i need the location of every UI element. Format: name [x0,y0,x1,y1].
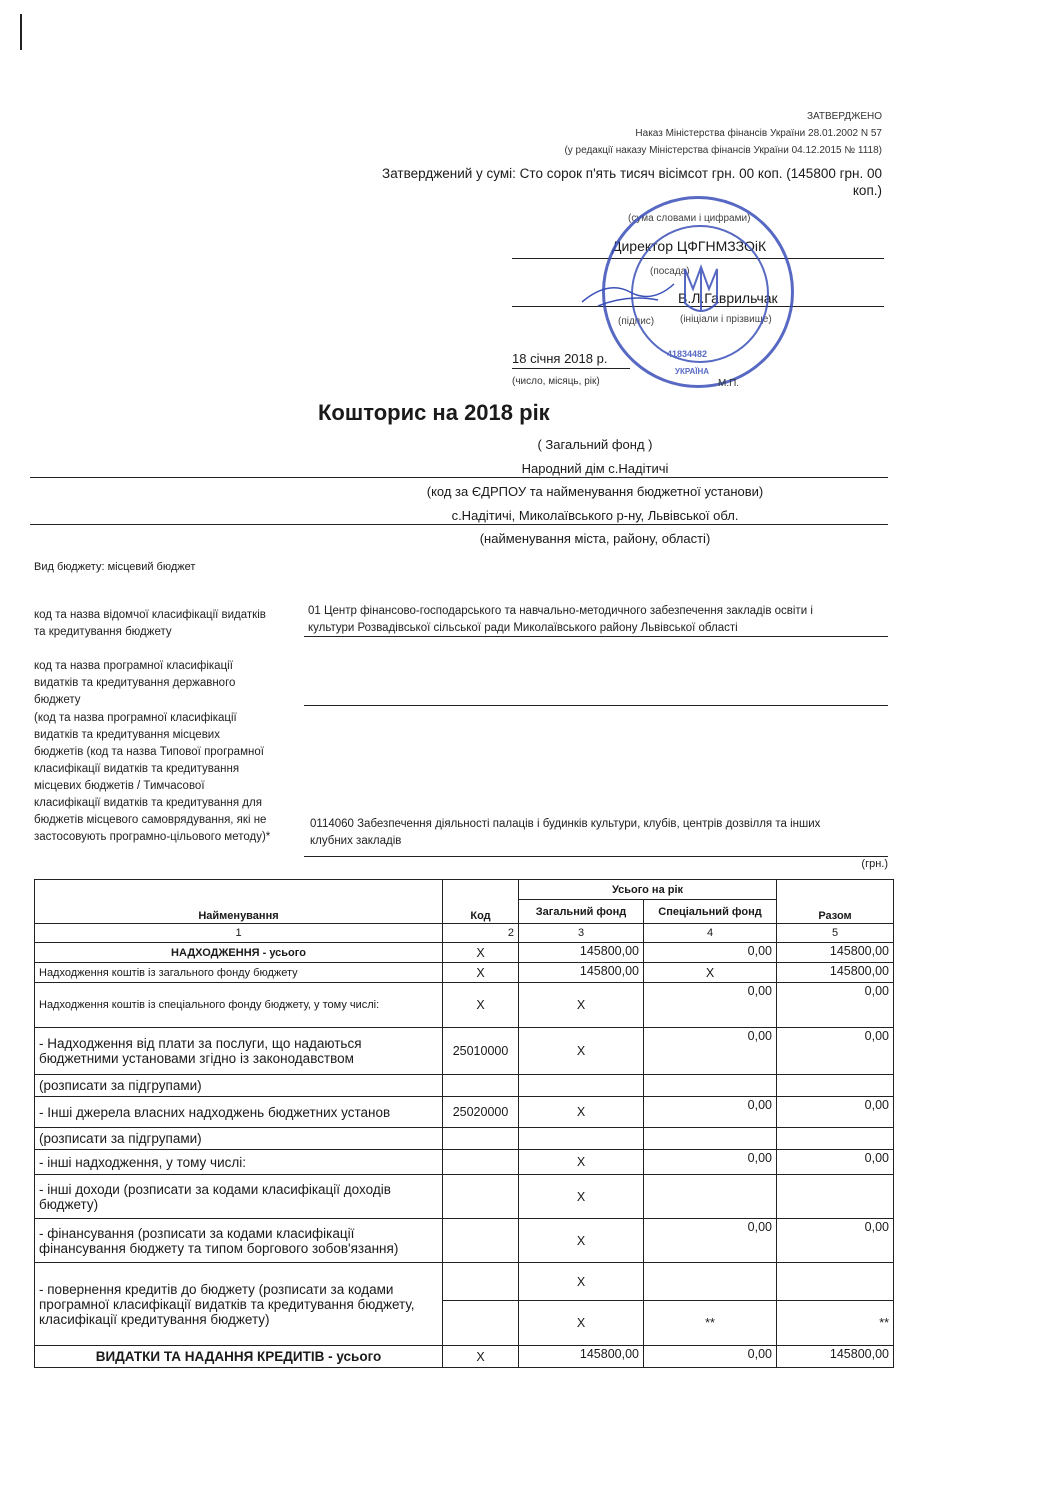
row-name: (розписати за підгрупами) [35,1128,443,1150]
header-code: Код [443,880,519,924]
dept-class-value [308,603,813,637]
local-class-label [34,710,270,846]
row-name: ВИДАТКИ ТА НАДАННЯ КРЕДИТІВ - усього [35,1346,443,1368]
col-number-3: 3 [519,924,644,943]
local-label-line2: видатків та кредитування місцевих [34,729,220,741]
row-total: 145800,00 [777,943,894,963]
row-code: Х [443,943,519,963]
col-number-1: 1 [35,924,443,943]
local-value-line2: клубних закладів [310,835,402,847]
table-row [35,1263,894,1301]
row-name: НАДХОДЖЕННЯ - усього [35,943,443,963]
estimate-table [34,879,894,1368]
row-total: 0,00 [777,1097,894,1128]
row-total: 0,00 [777,1028,894,1075]
approved-sum-line1: Затверджений у сумі: Сто сорок п'ять тисяч вісімсот грн. 00 коп. (145800 грн. 00 [382,166,882,181]
row-code: Х [443,963,519,983]
row-total: 0,00 [777,983,894,1028]
row-general: Х [519,1175,644,1219]
row-special: ** [644,1301,777,1346]
stamp-country: УКРАЇНА [675,367,710,376]
table-row [35,963,894,983]
local-label-line1: (код та назва програмної класифікації [34,712,237,724]
stamp-mp: М.П. [718,378,740,389]
row-name: (розписати за підгрупами) [35,1075,443,1097]
row-general: 145800,00 [519,963,644,983]
row-special: 0,00 [644,943,777,963]
row-total: 0,00 [777,1150,894,1175]
state-label-line1: код та назва програмної класифікації [34,660,233,672]
location-line [30,524,888,525]
row-general: Х [519,1263,644,1301]
approved-sum-line2: коп.) [852,183,882,198]
row-name: - фінансування (розписати за кодами класифікації фінансування бюджету та типом боргового зобов'язання) [35,1219,443,1263]
dept-label-line2: та кредитування бюджету [34,626,172,638]
state-label-line2: видатків та кредитування державного [34,677,236,689]
local-label-line7: бюджетів місцевого самоврядування, які не [34,814,267,826]
table-row [35,943,894,963]
row-name: - Надходження від плати за послуги, що надаються бюджетними установами згідно із законодавством [35,1028,443,1075]
table-row [35,1075,894,1097]
header-general-fund: Загальний фонд [519,900,644,924]
row-special: 0,00 [644,983,777,1028]
state-class-label [34,658,235,709]
fund-type: ( Загальний фонд ) [537,437,653,452]
approval-date: 18 січня 2018 р. [512,351,608,366]
row-code: 25010000 [443,1028,519,1075]
dept-value-line1: 01 Центр фінансово-господарського та навчально-методичного забезпечення закладів освіти і [308,605,813,617]
signature-caption: (підпис) [618,316,655,327]
row-name: Надходження коштів із загального фонду бюджету [35,963,443,983]
table-row [35,1128,894,1150]
sum-caption: (сума словами і цифрами) [628,213,751,224]
local-label-line3: бюджетів (код та назва Типової програмної [34,746,264,758]
row-general: Х [519,1301,644,1346]
local-label-line6: класифікації видатків та кредитування для [34,797,262,809]
header-special-fund: Спеціальний фонд [644,900,777,924]
table-row [35,1028,894,1075]
date-caption: (число, місяць, рік) [512,376,600,387]
stamp-code: 41834482 [667,349,708,359]
table-row [35,1150,894,1175]
name-caption: (ініціали і прізвище) [680,314,772,325]
trident-icon [681,263,721,323]
local-label-line4: класифікації видатків та кредитування [34,763,240,775]
row-general: Х [519,1028,644,1075]
row-special: 0,00 [644,1219,777,1263]
order-reference: Наказ Міністерства фінансів України 28.01.2002 N 57 [635,128,882,139]
currency-unit: (грн.) [861,858,888,870]
row-total: 145800,00 [777,963,894,983]
col-number-5: 5 [777,924,894,943]
order-edition: (у редакції наказу Міністерства фінансів України 04.12.2015 № 1118) [564,145,882,156]
row-name: Надходження коштів із спеціального фонду бюджету, у тому числі: [35,983,443,1028]
location-caption: (найменування міста, району, області) [479,531,711,546]
header-sum: Разом [777,880,894,924]
row-general: 145800,00 [519,943,644,963]
document-title: Кошторис на 2018 рік [318,400,550,425]
row-general: Х [519,1097,644,1128]
official-stamp [602,196,794,388]
col-number-4: 4 [644,924,777,943]
local-value-line1: 0114060 Забезпечення діяльності палаців і будинків культури, клубів, центрів дозвілля та інших [310,818,821,830]
local-line [304,856,888,857]
row-name: - інші доходи (розписати за кодами класифікації доходів бюджету) [35,1175,443,1219]
institution-caption: (код за ЄДРПОУ та найменування бюджетної установи) [426,484,764,499]
row-name: - Інші джерела власних надходжень бюджетних установ [35,1097,443,1128]
budget-type: Вид бюджету: місцевий бюджет [34,561,196,573]
table-row [35,1346,894,1368]
state-label-line3: бюджету [34,694,81,706]
row-general: 145800,00 [519,1346,644,1368]
row-general: Х [519,983,644,1028]
header-total-year: Усього на рік [519,880,777,900]
dept-label-line1: код та назва відомчої класифікації видатків [34,609,266,621]
position-value: Директор ЦФГНМЗЗОіК [612,238,767,254]
table-row [35,983,894,1028]
date-line [512,368,630,369]
local-label-line5: місцевих бюджетів / Тимчасової [34,780,205,792]
director-name: В.Л.Гаврильчак [678,290,778,306]
institution-name: Народний дім с.Надітичі [521,461,669,476]
row-total: ** [777,1301,894,1346]
table-row [35,1097,894,1128]
row-total: 0,00 [777,1219,894,1263]
row-special: 0,00 [644,1097,777,1128]
dept-class-label [34,607,266,641]
position-caption: (посада) [650,266,690,277]
state-line [304,705,888,706]
table-row [35,1219,894,1263]
margin-mark [20,14,22,50]
approved-label: ЗАТВЕРДЖЕНО [806,111,882,122]
local-class-value [310,816,820,850]
row-special: 0,00 [644,1346,777,1368]
row-total: 145800,00 [777,1346,894,1368]
table-row [35,1175,894,1219]
location-value: с.Надітичі, Миколаївського р-ну, Львівської обл. [451,508,739,523]
row-special: 0,00 [644,1150,777,1175]
row-code: Х [443,1346,519,1368]
dept-line [304,636,888,637]
row-general: Х [519,1219,644,1263]
row-name: - повернення кредитів до бюджету (розписати за кодами програмної класифікації видатків та кредитування бюджету, класифікації кредитування бюджету) [35,1263,443,1346]
institution-line [30,477,888,478]
header-name: Найменування [35,880,443,924]
row-special: Х [644,963,777,983]
col-number-2: 2 [443,924,519,943]
local-label-line8: застосовують програмно-цільового методу)* [34,831,271,843]
row-name: - інші надходження, у тому числі: [35,1150,443,1175]
row-code: 25020000 [443,1097,519,1128]
dept-value-line2: культури Розвадівської сільської ради Миколаївського району Львівської області [308,622,738,634]
row-special: 0,00 [644,1028,777,1075]
row-general: Х [519,1150,644,1175]
row-code: Х [443,983,519,1028]
